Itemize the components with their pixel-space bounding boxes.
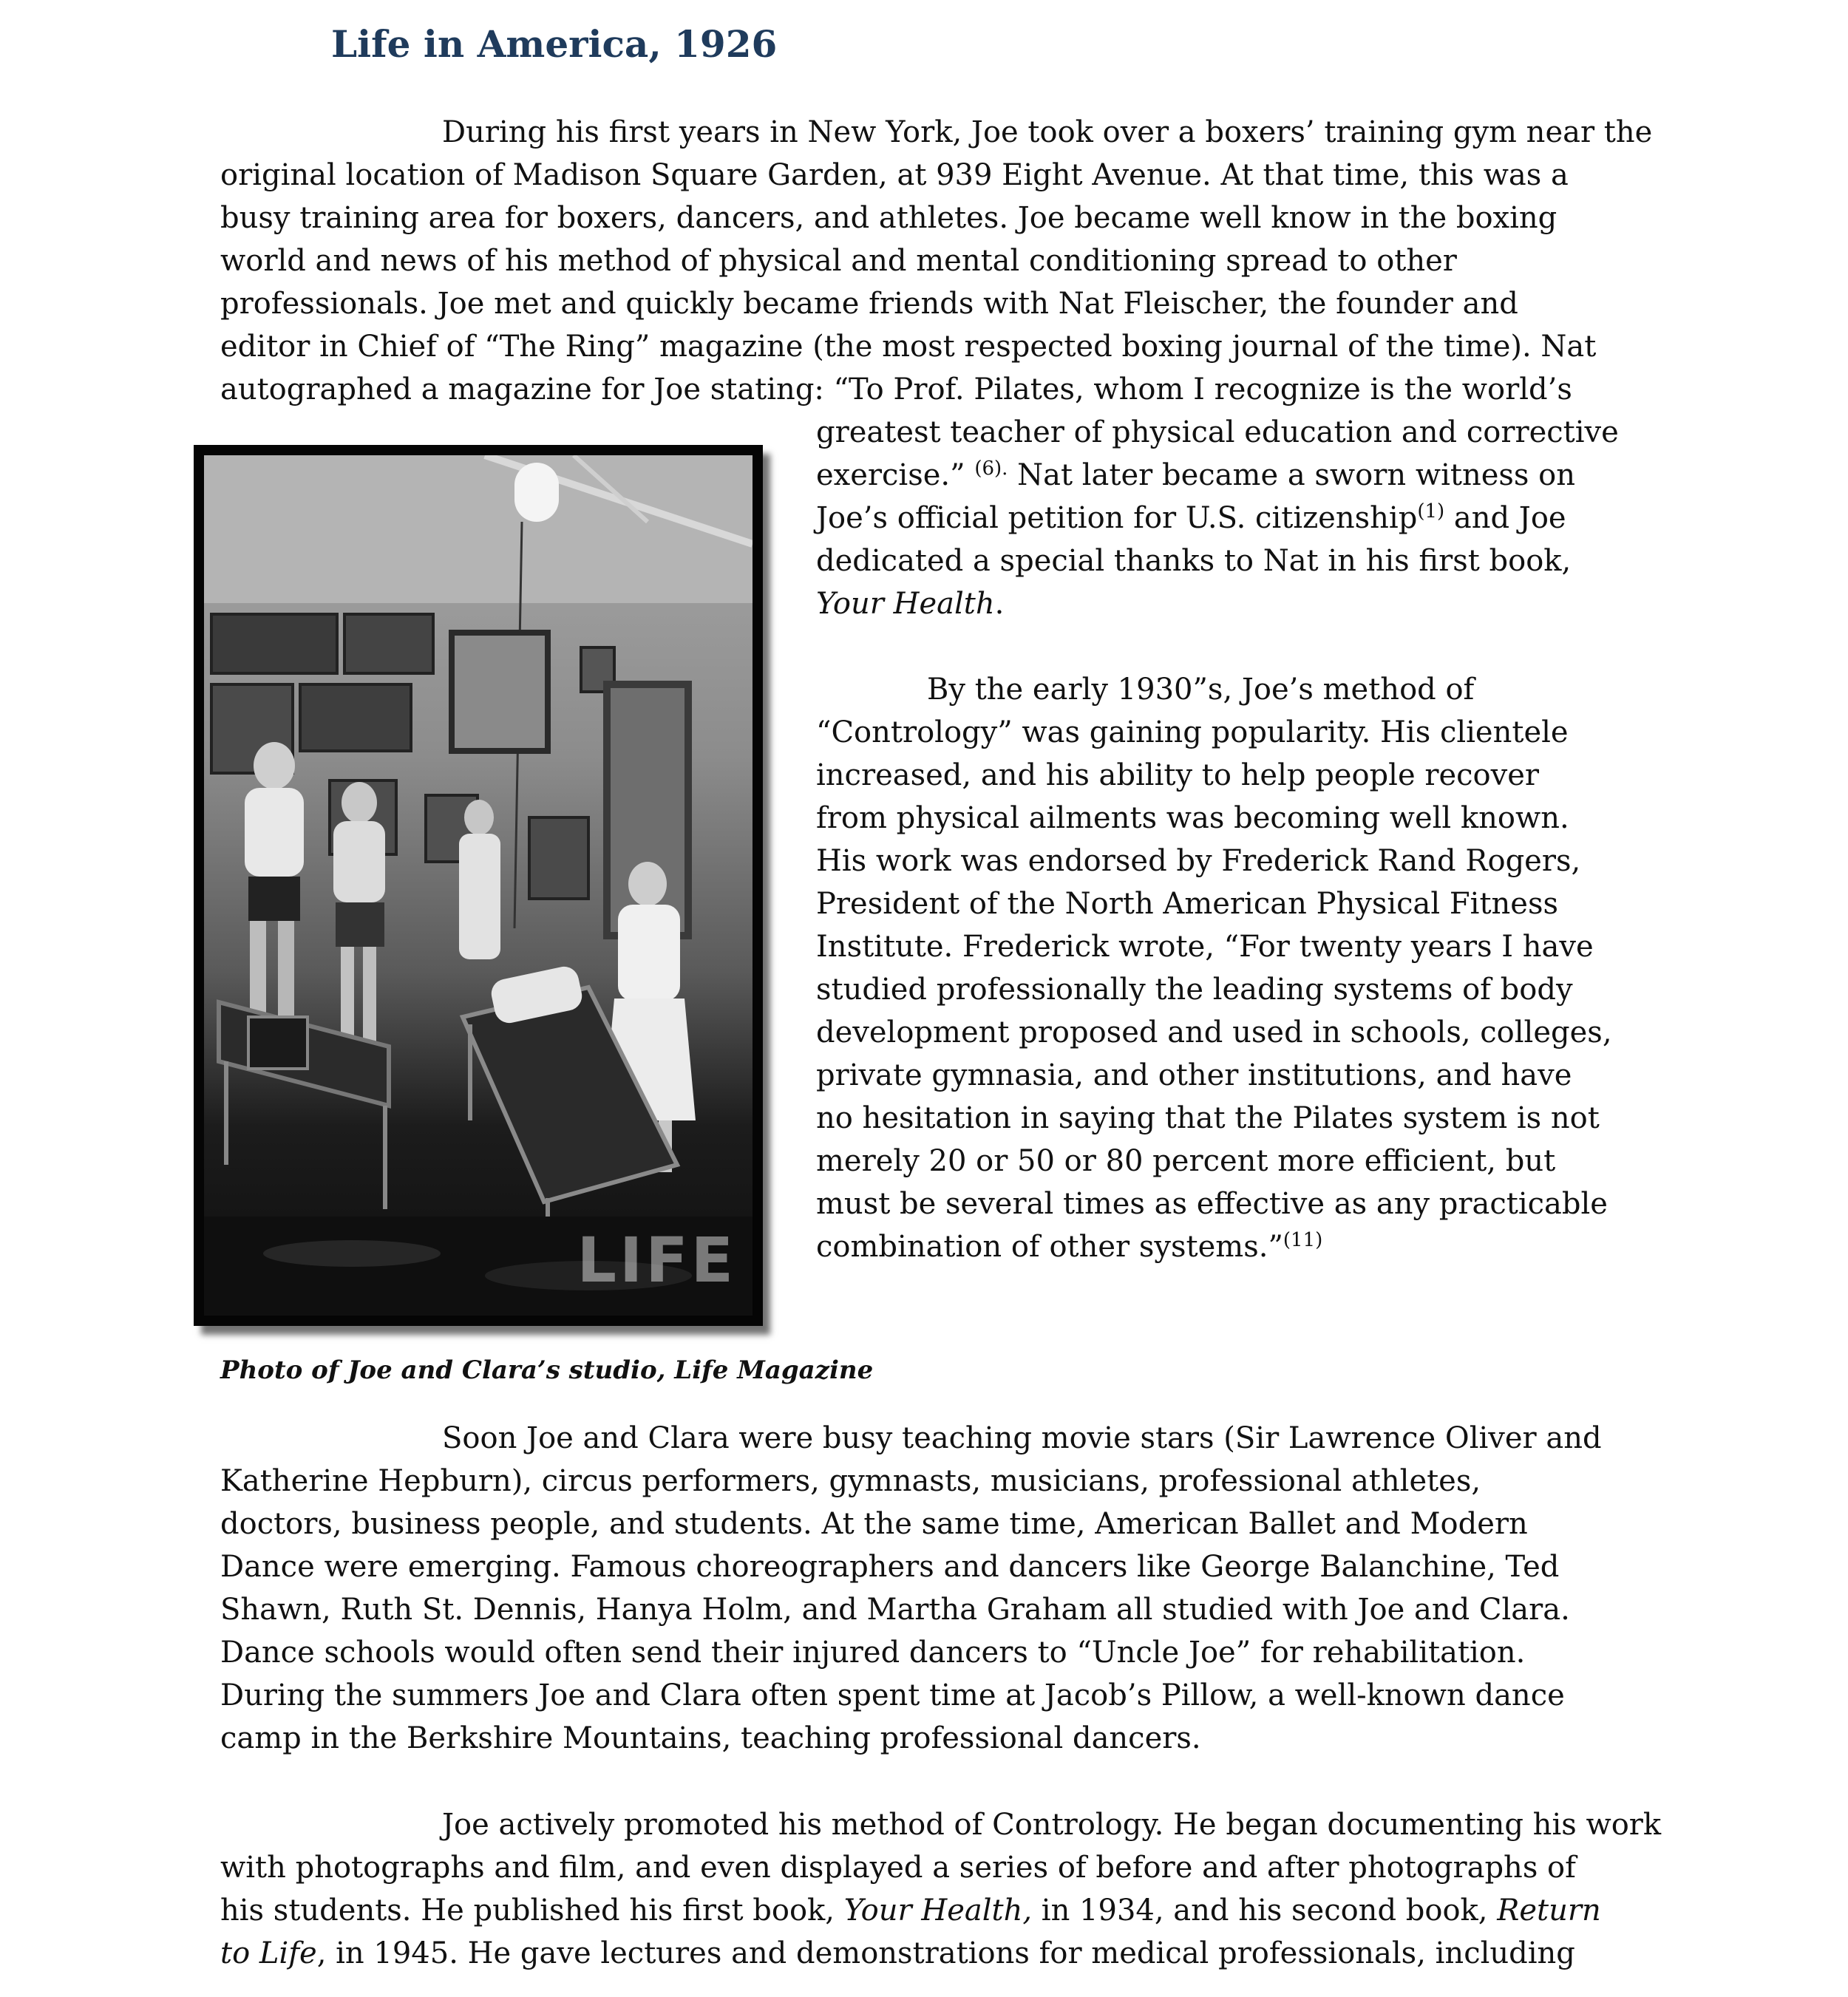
text-line: During the summers Joe and Clara often spent time at Jacob’s Pillow, a well-known dance: [220, 1678, 1565, 1712]
text-line: merely 20 or 50 or 80 percent more efficient, but: [816, 1144, 1556, 1178]
text-line: dedicated a special thanks to Nat in his first book,: [816, 544, 1572, 578]
studio-photo-illustration: [204, 455, 753, 1316]
text-line: doctors, business people, and students. At the same time, American Ballet and Modern: [220, 1507, 1528, 1541]
text-line: President of the North American Physical Fitness: [816, 887, 1559, 921]
paragraph-intro: [220, 111, 1662, 411]
text-segment: exercise.”: [816, 458, 965, 492]
text-line: autographed a magazine for Joe stating: “To Prof. Pilates, whom I recognize is the world’s: [220, 372, 1572, 406]
text-line: busy training area for boxers, dancers, and athletes. Joe became well know in the boxing: [220, 201, 1557, 235]
text-line: original location of Madison Square Garden, at 939 Eight Avenue. At that time, this was a: [220, 158, 1569, 192]
text-segment: , in 1945. He gave lectures and demonstrations for medical professionals, including: [316, 1936, 1575, 1970]
book-title: Your Health,: [843, 1894, 1033, 1928]
book-title: Return: [1497, 1894, 1601, 1928]
studio-photo: [204, 455, 753, 1316]
text-line: “Contrology” was gaining popularity. His clientele: [816, 715, 1569, 749]
text-line: Dance were emerging. Famous choreographers and dancers like George Balanchine, Ted: [220, 1550, 1560, 1584]
text-line: camp in the Berkshire Mountains, teaching professional dancers.: [220, 1721, 1201, 1755]
text-line: [816, 1225, 1674, 1268]
book-title: to Life: [220, 1936, 317, 1970]
text-line: professionals. Joe met and quickly became friends with Nat Fleischer, the founder and: [220, 287, 1518, 321]
text-line: Institute. Frederick wrote, “For twenty years I have: [816, 930, 1594, 964]
paragraph-promotion: [220, 1803, 1662, 1975]
text-line: His work was endorsed by Frederick Rand Rogers,: [816, 844, 1581, 878]
paragraph-contrology: [816, 668, 1674, 1268]
text-segment: in 1934, and his second book,: [1032, 1894, 1498, 1928]
text-line: By the early 1930”s, Joe’s method of: [927, 673, 1475, 707]
text-segment: .: [994, 587, 1005, 621]
text-line: increased, and his ability to help people recover: [816, 758, 1540, 792]
text-line: from physical ailments was becoming well known.: [816, 801, 1569, 835]
photo-caption: Photo of Joe and Clara’s studio, Life Magazine: [220, 1355, 874, 1385]
text-line: development proposed and used in schools, colleges,: [816, 1015, 1612, 1049]
life-magazine-logo: LIFE: [577, 1224, 736, 1296]
text-line: Shawn, Ruth St. Dennis, Hanya Holm, and Martha Graham all studied with Joe and Clara.: [220, 1593, 1570, 1627]
text-line: must be several times as effective as any practicable: [816, 1187, 1608, 1221]
paragraph-students: [220, 1417, 1662, 1760]
text-line: studied professionally the leading systems of body: [816, 973, 1573, 1007]
footnote-ref: (11): [1283, 1229, 1323, 1251]
text-line: [816, 497, 1674, 540]
text-line: no hesitation in saying that the Pilates system is not: [816, 1101, 1600, 1135]
text-segment: Joe’s official petition for U.S. citizenship: [816, 501, 1418, 535]
text-line: greatest teacher of physical education and corrective: [816, 415, 1619, 449]
text-line: [816, 582, 1674, 625]
footnote-ref: (1): [1417, 500, 1445, 523]
text-line: editor in Chief of “The Ring” magazine (the most respected boxing journal of the time). Nat: [220, 330, 1597, 364]
text-segment: combination of other systems.”: [816, 1230, 1283, 1264]
text-line: with photographs and film, and even displayed a series of before and after photographs of: [220, 1851, 1576, 1885]
paragraph-intro-continued: [816, 411, 1674, 625]
text-line: Joe actively promoted his method of Contrology. He began documenting his work: [442, 1808, 1662, 1842]
studio-photo-frame: [194, 445, 763, 1326]
book-title: Your Health: [816, 587, 995, 621]
text-line: private gymnasia, and other institutions, and have: [816, 1058, 1572, 1092]
text-line: [220, 1932, 1662, 1975]
text-line: [816, 454, 1674, 497]
text-line: Soon Joe and Clara were busy teaching movie stars (Sir Lawrence Oliver and: [442, 1421, 1602, 1455]
footnote-ref: (6).: [974, 457, 1008, 480]
text-segment: Nat later became a sworn witness on: [1008, 458, 1575, 492]
text-segment: and Joe: [1444, 501, 1566, 535]
text-line: During his first years in New York, Joe took over a boxers’ training gym near the: [442, 115, 1653, 149]
page-title: Life in America, 1926: [331, 22, 778, 66]
text-line: [220, 1889, 1662, 1932]
text-line: Dance schools would often send their injured dancers to “Uncle Joe” for rehabilitation.: [220, 1636, 1526, 1670]
text-line: world and news of his method of physical and mental conditioning spread to other: [220, 244, 1457, 278]
text-line: Katherine Hepburn), circus performers, gymnasts, musicians, professional athletes,: [220, 1464, 1481, 1498]
text-segment: his students. He published his first book,: [220, 1894, 844, 1928]
